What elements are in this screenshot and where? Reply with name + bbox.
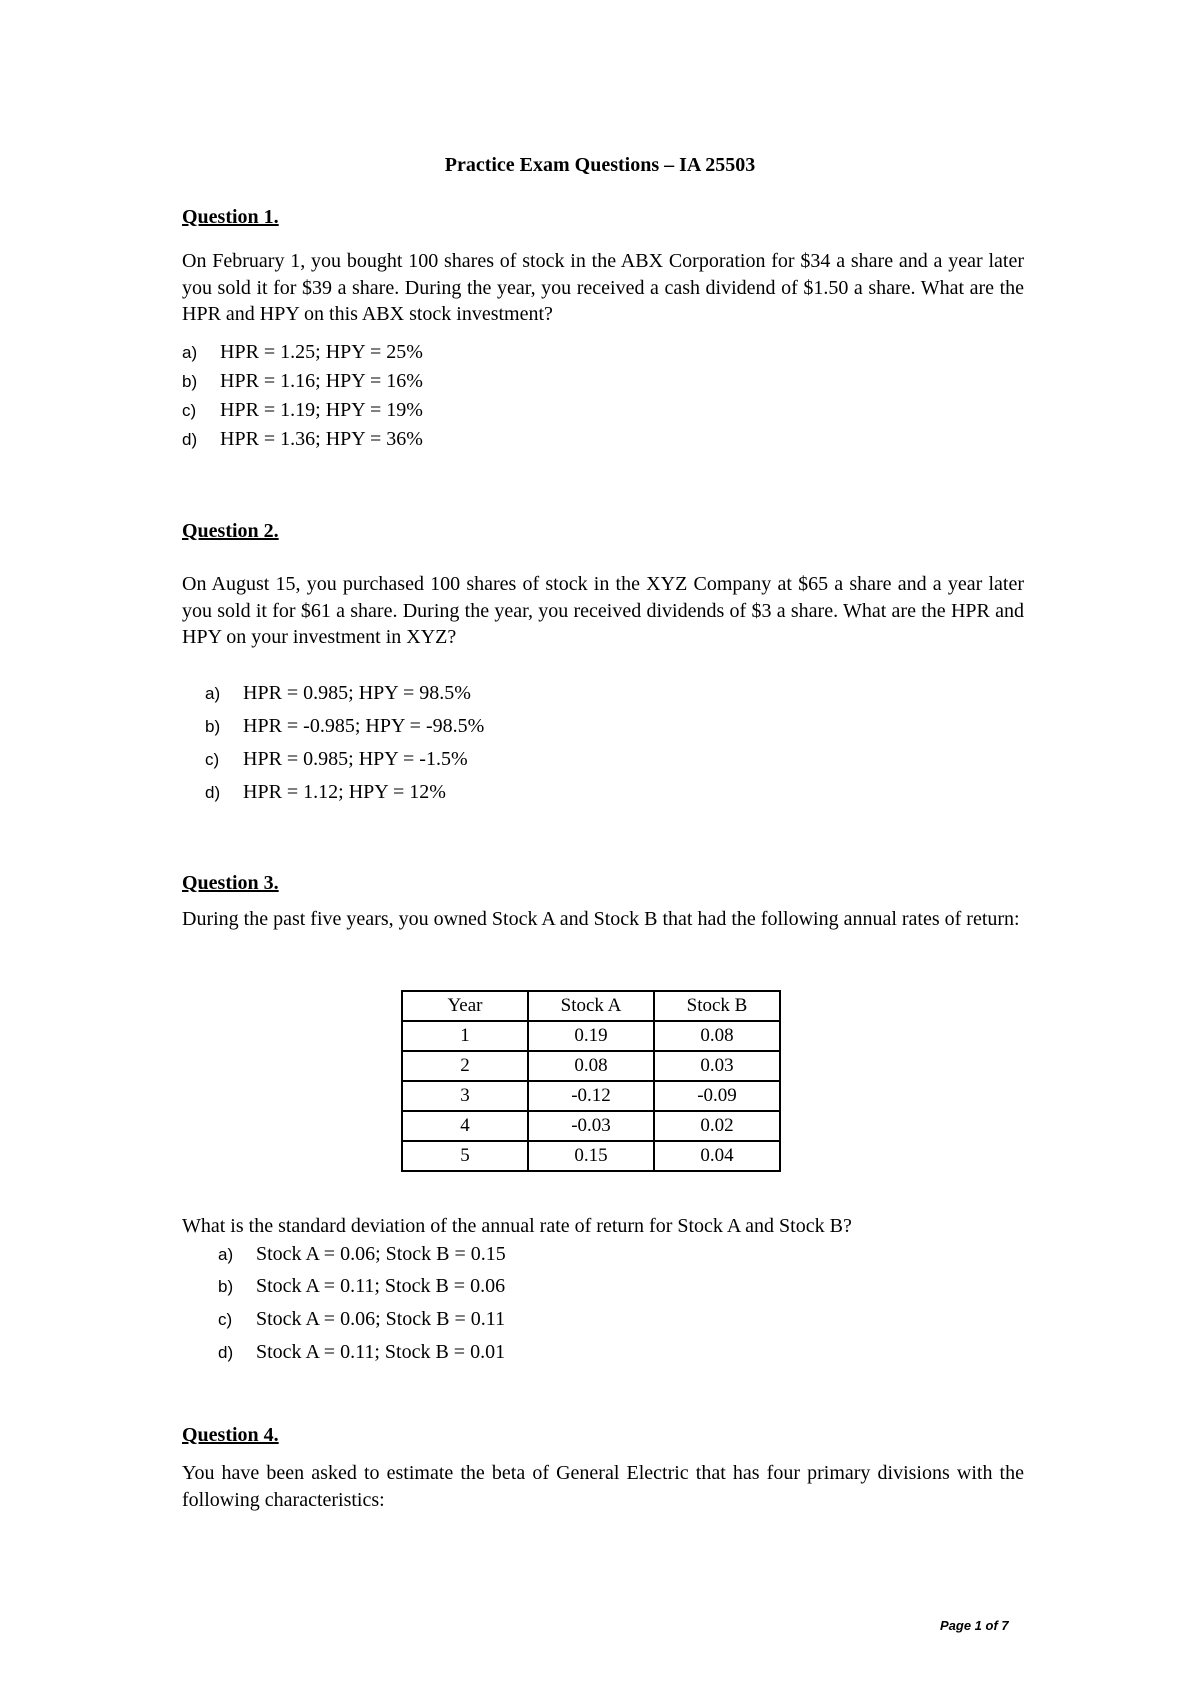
question-3-option-d (218, 1341, 505, 1364)
table-cell: 1 (402, 1021, 528, 1051)
question-4-heading: Question 4. (182, 1424, 279, 1446)
table-cell: 3 (402, 1081, 528, 1111)
option-label: b) (182, 372, 198, 391)
table-cell: 4 (402, 1111, 528, 1141)
table-cell: 0.03 (654, 1051, 780, 1081)
table-cell: -0.03 (528, 1111, 654, 1141)
question-2-text: On August 15, you purchased 100 shares of stock in the XYZ Company at $65 a share and a year later you sold it for $61 a share. During the year, you received dividends of $3 a share. What are the HPR and HPY on your investment in XYZ? (182, 573, 1024, 648)
question-3-option-b (218, 1275, 505, 1298)
question-1-text: On February 1, you bought 100 shares of stock in the ABX Corporation for $34 a share and a year later you sold it for $39 a share. During the year, you received a cash dividend of $1.50 a share. What are the HPR and HPY on this ABX stock investment? (182, 250, 1024, 325)
table-cell: 5 (402, 1141, 528, 1171)
option-text: HPR = 1.12; HPY = 12% (243, 781, 446, 803)
table-cell: 0.19 (528, 1021, 654, 1051)
question-3-heading: Question 3. (182, 872, 279, 894)
table-cell: 0.02 (654, 1111, 780, 1141)
question-1-heading: Question 1. (182, 206, 279, 228)
table-header-cell: Year (402, 991, 528, 1021)
page-title: Practice Exam Questions – IA 25503 (444, 154, 756, 176)
question-1-option-d (182, 428, 423, 451)
option-text: HPR = 0.985; HPY = 98.5% (243, 682, 471, 704)
table-cell: 0.08 (654, 1021, 780, 1051)
question-3-prompt: What is the standard deviation of the annual rate of return for Stock A and Stock B? (182, 1215, 852, 1237)
question-1-option-c (182, 399, 423, 422)
option-label: c) (205, 750, 220, 769)
option-text: HPR = 1.16; HPY = 16% (220, 370, 423, 392)
table-row (402, 1051, 780, 1081)
option-text: Stock A = 0.11; Stock B = 0.06 (256, 1275, 506, 1297)
question-2-option-c (205, 748, 468, 771)
question-1-option-a (182, 341, 423, 364)
option-label: b) (218, 1277, 234, 1296)
question-3-text: During the past five years, you owned Stock A and Stock B that had the following annual rates of return: (182, 908, 1020, 930)
option-label: a) (218, 1245, 234, 1264)
table-header-cell: Stock A (528, 991, 654, 1021)
table-header-row (402, 991, 780, 1021)
table-cell: 2 (402, 1051, 528, 1081)
option-label: a) (182, 343, 198, 362)
question-1-option-b (182, 370, 423, 393)
option-text: HPR = 1.36; HPY = 36% (220, 428, 423, 450)
option-label: c) (218, 1310, 233, 1329)
option-text: Stock A = 0.11; Stock B = 0.01 (256, 1341, 506, 1363)
option-text: HPR = 1.25; HPY = 25% (220, 341, 423, 363)
table-cell: 0.15 (528, 1141, 654, 1171)
table-cell: -0.09 (654, 1081, 780, 1111)
table-row (402, 1021, 780, 1051)
question-2-option-a (205, 682, 471, 705)
option-label: a) (205, 684, 221, 703)
table-cell: -0.12 (528, 1081, 654, 1111)
option-label: d) (182, 430, 198, 449)
page-number: Page 1 of 7 (940, 1618, 1009, 1633)
option-text: HPR = -0.985; HPY = -98.5% (243, 715, 485, 737)
question-2-option-b (205, 715, 484, 738)
question-2-option-d (205, 781, 446, 804)
table-cell: 0.04 (654, 1141, 780, 1171)
table-header-cell: Stock B (654, 991, 780, 1021)
question-3-option-a (218, 1243, 506, 1266)
option-text: Stock A = 0.06; Stock B = 0.15 (256, 1243, 506, 1265)
returns-table (401, 990, 781, 1172)
option-label: d) (218, 1343, 234, 1362)
option-label: c) (182, 401, 197, 420)
question-3-option-c (218, 1308, 505, 1331)
table-row (402, 1111, 780, 1141)
question-2-heading: Question 2. (182, 520, 279, 542)
option-label: b) (205, 717, 221, 736)
table-row (402, 1081, 780, 1111)
question-4-text: You have been asked to estimate the beta of General Electric that has four primary divisions with the following characteristics: (182, 1462, 1024, 1511)
option-text: Stock A = 0.06; Stock B = 0.11 (256, 1308, 506, 1330)
option-text: HPR = 1.19; HPY = 19% (220, 399, 423, 421)
table-cell: 0.08 (528, 1051, 654, 1081)
option-label: d) (205, 783, 221, 802)
option-text: HPR = 0.985; HPY = -1.5% (243, 748, 468, 770)
table-row (402, 1141, 780, 1171)
